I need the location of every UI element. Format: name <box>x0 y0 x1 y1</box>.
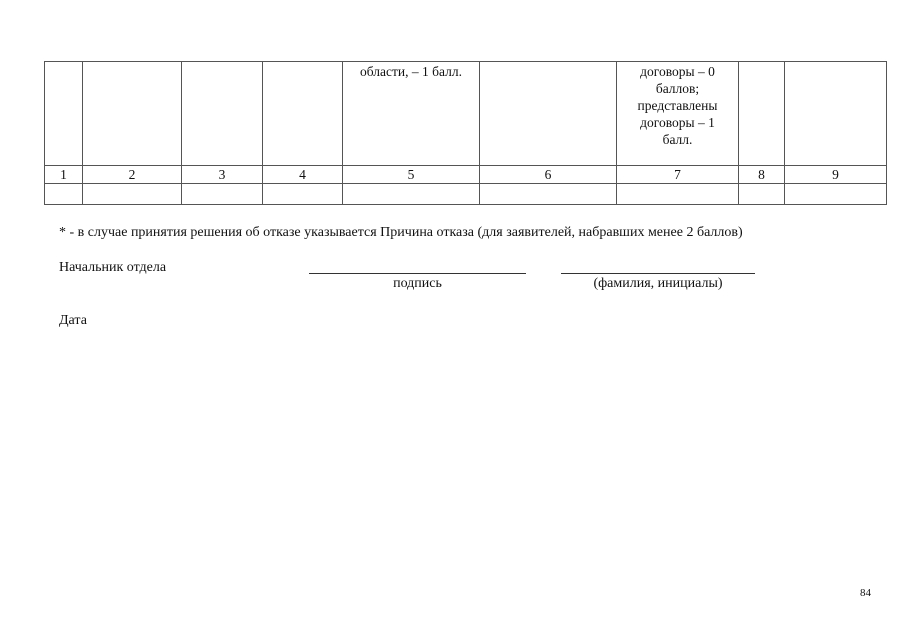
criteria-table <box>44 61 887 205</box>
table-cell <box>480 62 617 166</box>
table-cell <box>617 184 739 205</box>
column-number: 6 <box>480 166 617 184</box>
table-row-content <box>45 62 887 166</box>
column-number: 4 <box>263 166 343 184</box>
column-number: 5 <box>343 166 480 184</box>
table-cell <box>83 184 182 205</box>
column-number: 2 <box>83 166 182 184</box>
column-number: 7 <box>617 166 739 184</box>
table-cell <box>263 62 343 166</box>
column-number: 3 <box>182 166 263 184</box>
column-number: 9 <box>785 166 887 184</box>
table-cell <box>785 62 887 166</box>
table-cell <box>83 62 182 166</box>
page-number: 84 <box>860 587 871 599</box>
column-number: 1 <box>45 166 83 184</box>
date-label: Дата <box>59 313 87 328</box>
table-cell <box>182 184 263 205</box>
position-label: Начальник отдела <box>59 260 167 275</box>
table-cell: области, – 1 балл. <box>343 62 480 166</box>
table-cell <box>480 184 617 205</box>
table-cell <box>182 62 263 166</box>
signature-line <box>309 273 526 274</box>
table-cell <box>739 184 785 205</box>
table-cell <box>785 184 887 205</box>
table-cell <box>343 184 480 205</box>
name-caption: (фамилия, инициалы) <box>593 276 723 291</box>
name-line <box>561 273 755 274</box>
column-number: 8 <box>739 166 785 184</box>
table-cell <box>739 62 785 166</box>
table-row-column-numbers <box>45 166 887 184</box>
table-cell: договоры – 0 баллов; представлены договоры – 1 балл. <box>617 62 739 166</box>
table-row-empty <box>45 184 887 205</box>
table-cell <box>263 184 343 205</box>
table-cell <box>45 184 83 205</box>
signature-caption: подпись <box>393 276 442 291</box>
table-cell <box>45 62 83 166</box>
footnote: * - в случае принятия решения об отказе указывается Причина отказа (для заявителей, набравших менее 2 баллов) <box>59 225 743 240</box>
